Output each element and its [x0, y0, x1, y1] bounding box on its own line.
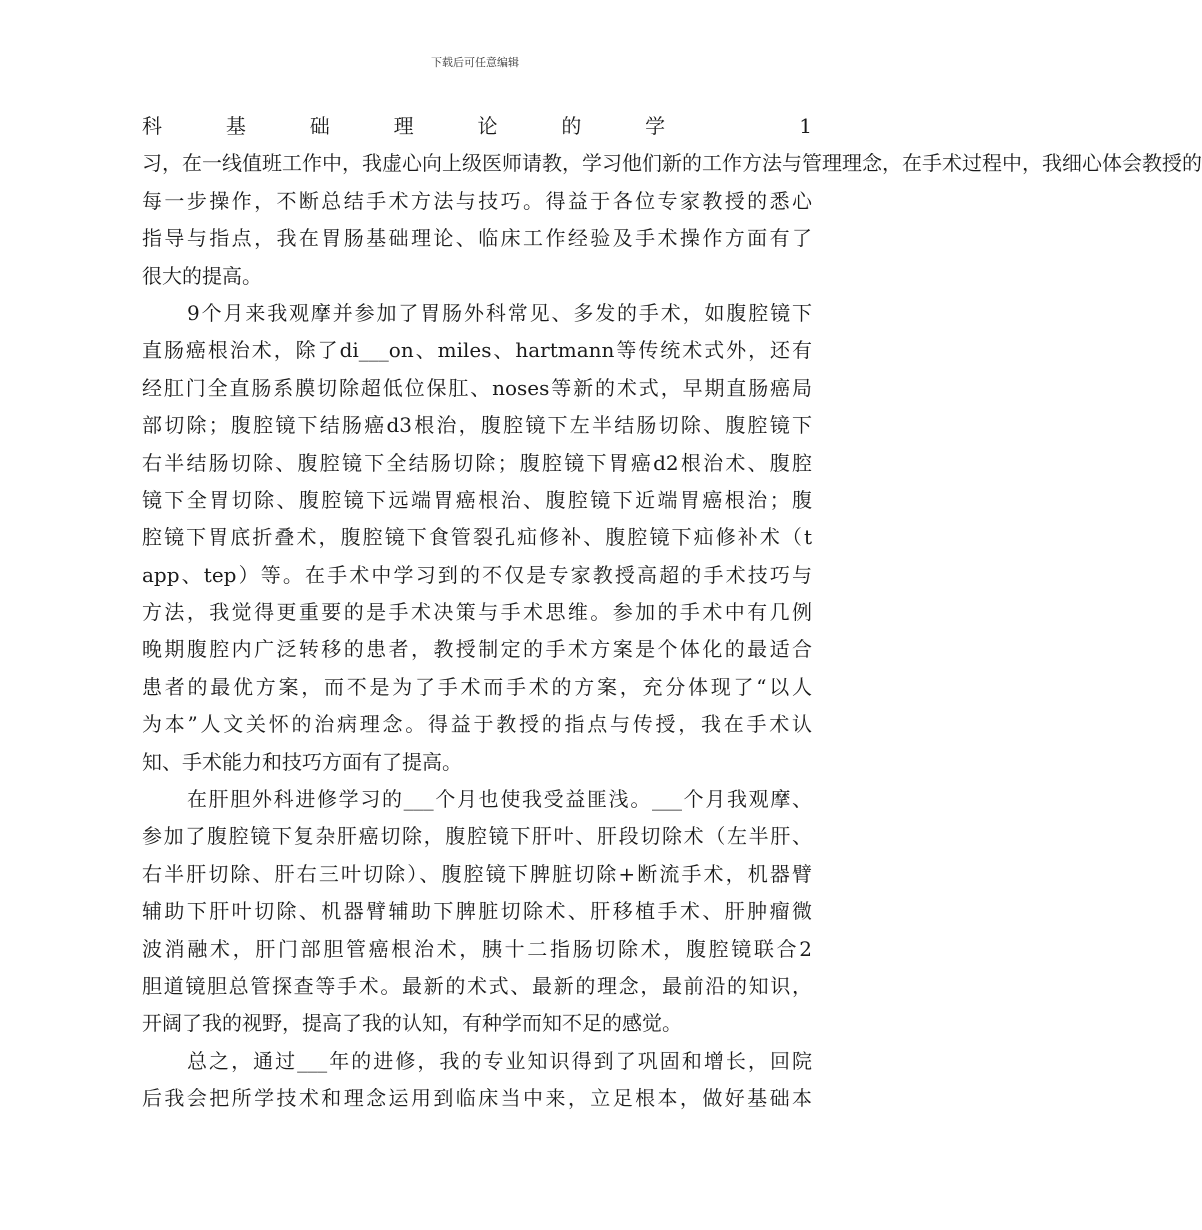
text-line: 后我会把所学技术和理念运用到临床当中来，立足根本，做好基础本	[142, 1086, 812, 1111]
text-line: 习，在一线值班工作中，我虚心向上级医师请教，学习他们新的工作方法与管理理念，在手术过程中，我细心体会教授的	[142, 151, 1202, 176]
text-line: 9个月来我观摩并参加了胃肠外科常见、多发的手术，如腹腔镜下	[187, 300, 812, 325]
text-line: 直肠癌根治术，除了di___on、miles、hartmann等传统术式外，还有	[142, 338, 812, 363]
text-line: 辅助下肝叶切除、机器臂辅助下脾脏切除术、肝移植手术、肝肿瘤微	[142, 899, 812, 924]
text-line: 胆道镜胆总管探查等手术。最新的术式、最新的理念，最前沿的知识，	[142, 973, 812, 998]
text-line: 在肝胆外科进修学习的___个月也使我受益匪浅。___个月我观摩、	[187, 787, 812, 812]
text-line: 很大的提高。	[142, 263, 262, 288]
page-header: 下载后可任意编辑	[431, 56, 519, 69]
text-line: 波消融术，肝门部胆管癌根治术，胰十二指肠切除术，腹腔镜联合2	[142, 936, 812, 961]
text-line: 总之，通过___年的进修，我的专业知识得到了巩固和增长，回院	[187, 1048, 812, 1073]
paragraph	[142, 108, 1202, 295]
text-line: 经肛门全直肠系膜切除超低位保肛、noses等新的术式，早期直肠癌局	[142, 375, 812, 400]
text-line: 参加了腹腔镜下复杂肝癌切除，腹腔镜下肝叶、肝段切除术（左半肝、	[142, 824, 812, 849]
paragraph	[142, 781, 812, 1043]
document-body	[142, 108, 1202, 1118]
text-line: 腔镜下胃底折叠术，腹腔镜下食管裂孔疝修补、腹腔镜下疝修补术（t	[142, 525, 812, 550]
text-line: 部切除；腹腔镜下结肠癌d3根治，腹腔镜下左半结肠切除、腹腔镜下	[142, 413, 812, 438]
paragraph	[142, 295, 812, 781]
text-line: app、tep）等。在手术中学习到的不仅是专家教授高超的手术技巧与	[142, 562, 812, 587]
text-line: 右半肝切除、肝右三叶切除）、腹腔镜下脾脏切除+断流手术，机器臂	[142, 861, 812, 886]
text-line: 方法，我觉得更重要的是手术决策与手术思维。参加的手术中有几例	[142, 600, 812, 625]
text-line: 镜下全胃切除、腹腔镜下远端胃癌根治、腹腔镜下近端胃癌根治；腹	[142, 487, 812, 512]
paragraph	[142, 1043, 812, 1118]
text-line: 知、手术能力和技巧方面有了提高。	[142, 749, 462, 774]
text-line: 为本”人文关怀的治病理念。得益于教授的指点与传授，我在手术认	[142, 712, 812, 737]
text-line: 晚期腹腔内广泛转移的患者，教授制定的手术方案是个体化的最适合	[142, 637, 812, 662]
text-line: 患者的最优方案，而不是为了手术而手术的方案，充分体现了“以人	[142, 674, 812, 699]
text-line: 右半结肠切除、腹腔镜下全结肠切除；腹腔镜下胃癌d2根治术、腹腔	[142, 450, 812, 475]
text-line: 每一步操作，不断总结手术方法与技巧。得益于各位专家教授的悉心	[142, 188, 812, 213]
text-line: 科基础理论的学 1	[142, 114, 812, 138]
text-line: 指导与指点，我在胃肠基础理论、临床工作经验及手术操作方面有了	[142, 226, 812, 251]
text-line: 开阔了我的视野，提高了我的认知，有种学而知不足的感觉。	[142, 1011, 682, 1036]
